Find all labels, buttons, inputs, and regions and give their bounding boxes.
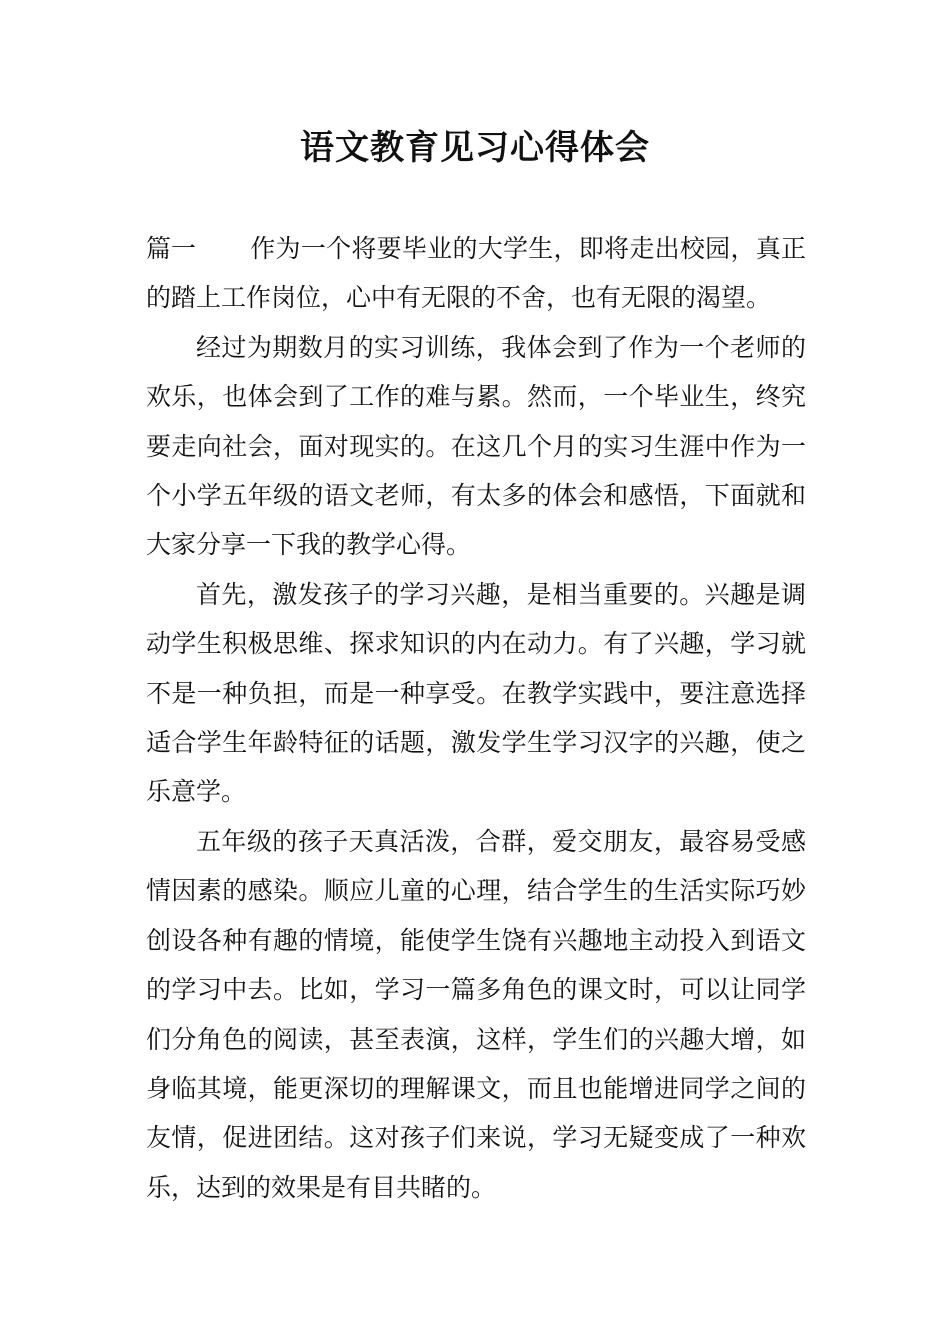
paragraph-1-text: 作为一个将要毕业的大学生，即将走出校园，真正的踏上工作岗位，心中有无限的不舍，也有无限的渴望。 xyxy=(146,234,806,313)
paragraph-3: 首先，激发孩子的学习兴趣，是相当重要的。兴趣是调动学生积极思维、探求知识的内在动力。有了兴趣，学习就不是一种负担，而是一种享受。在教学实践中，要注意选择适合学生年龄特征的话题，激发学生学习汉字的兴趣，使之乐意学。 xyxy=(146,579,806,807)
paragraph-4: 五年级的孩子天真活泼，合群，爱交朋友，最容易受感情因素的感染。顺应儿童的心理，结合学生的生活实际巧妙创设各种有趣的情境，能使学生饶有兴趣地主动投入到语文的学习中去。比如，学习一篇多角色的课文时，可以让同学们分角色的阅读，甚至表演，这样，学生们的兴趣大增，如身临其境，能更深切的理解课文，而且也能增进同学之间的友情，促进团结。这对孩子们来说，学习无疑变成了一种欢乐，达到的效果是有目共睹的。 xyxy=(146,826,806,1202)
section-label: 篇一 xyxy=(146,234,197,263)
paragraph-2: 经过为期数月的实习训练，我体会到了作为一个老师的欢乐，也体会到了工作的难与累。然而，一个毕业生，终究要走向社会，面对现实的。在这几个月的实习生涯中作为一个小学五年级的语文老师，有太多的体会和感悟，下面就和大家分享一下我的教学心得。 xyxy=(146,332,806,560)
document-body xyxy=(146,224,806,1212)
document-title: 语文教育见习心得体会 xyxy=(300,128,650,168)
paragraph-1 xyxy=(146,224,806,323)
